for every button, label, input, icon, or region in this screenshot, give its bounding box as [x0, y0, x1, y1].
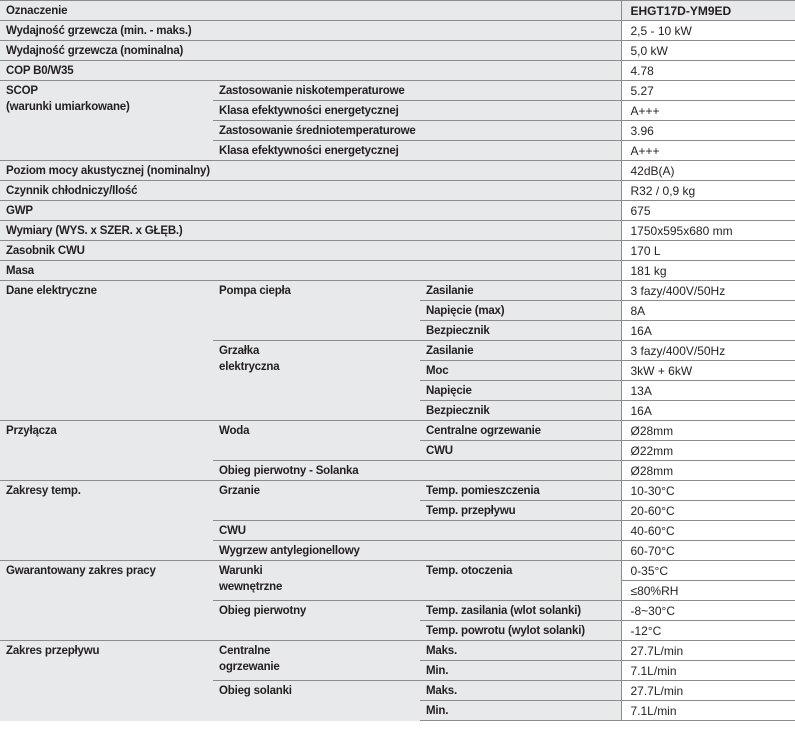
guaranteed-label: Gwarantowany zakres pracy: [0, 561, 213, 641]
water-label: Woda: [213, 421, 420, 461]
row-value: A+++: [621, 101, 795, 121]
row-label: Masa: [0, 261, 621, 281]
row-value: 5.27: [621, 81, 795, 101]
row-value: 13A: [621, 381, 795, 401]
row-label: Zasobnik CWU: [0, 241, 621, 261]
row-value: -8~30°C: [621, 601, 795, 621]
row-value: 27.7L/min: [621, 641, 795, 661]
heat-pump-label: Pompa ciepła: [213, 281, 420, 341]
row-label: Klasa efektywności energetycznej: [213, 101, 621, 121]
row-value: ≤80%RH: [621, 581, 795, 601]
table-row: [0, 21, 795, 41]
row-label: Moc: [420, 361, 621, 381]
row-label: Temp. pomieszczenia: [420, 481, 621, 501]
table-row: [0, 81, 795, 101]
row-value: 10-30°C: [621, 481, 795, 501]
row-label: Poziom mocy akustycznej (nominalny): [0, 161, 621, 181]
row-value: 3 fazy/400V/50Hz: [621, 281, 795, 301]
model-name: EHGT17D-YM9ED: [621, 1, 795, 21]
row-label: Wydajność grzewcza (nominalna): [0, 41, 621, 61]
heating-label: Grzanie: [213, 481, 420, 521]
row-label: Napięcie (max): [420, 301, 621, 321]
row-label: Zasilanie: [420, 341, 621, 361]
row-label: Napięcie: [420, 381, 621, 401]
row-value: 675: [621, 201, 795, 221]
row-label: Centralne ogrzewanie: [420, 421, 621, 441]
table-header-row: [0, 1, 795, 21]
table-row: [0, 41, 795, 61]
row-value: Ø22mm: [621, 441, 795, 461]
flow-label: Zakres przepływu: [0, 641, 213, 721]
row-value: 2,5 - 10 kW: [621, 21, 795, 41]
row-label: Klasa efektywności energetycznej: [213, 141, 621, 161]
row-label: COP B0/W35: [0, 61, 621, 81]
row-value: 3kW + 6kW: [621, 361, 795, 381]
row-value: R32 / 0,9 kg: [621, 181, 795, 201]
table-row: [0, 221, 795, 241]
table-row: [0, 161, 795, 181]
table-row: [0, 61, 795, 81]
row-value: 27.7L/min: [621, 681, 795, 701]
row-label: Wygrzew antylegionellowy: [213, 541, 621, 561]
row-label: Wydajność grzewcza (min. - maks.): [0, 21, 621, 41]
table-row: [0, 561, 795, 581]
row-label: Bezpiecznik: [420, 401, 621, 421]
table-row: [0, 181, 795, 201]
temp-ranges-label: Zakresy temp.: [0, 481, 213, 561]
row-value: A+++: [621, 141, 795, 161]
row-label: CWU: [213, 521, 621, 541]
row-label: Zastosowanie niskotemperaturowe: [213, 81, 621, 101]
row-value: 42dB(A): [621, 161, 795, 181]
row-value: Ø28mm: [621, 461, 795, 481]
row-label: Min.: [420, 701, 621, 721]
primary-circuit-label: Obieg pierwotny: [213, 601, 420, 641]
row-value: 3.96: [621, 121, 795, 141]
row-value: 16A: [621, 401, 795, 421]
row-value: 60-70°C: [621, 541, 795, 561]
row-label: Czynnik chłodniczy/Ilość: [0, 181, 621, 201]
row-label: Temp. otoczenia: [420, 561, 621, 601]
row-value: -12°C: [621, 621, 795, 641]
row-value: 170 L: [621, 241, 795, 261]
connections-label: Przyłącza: [0, 421, 213, 481]
heater-label: Grzałka elektryczna: [213, 341, 420, 421]
row-label: Min.: [420, 661, 621, 681]
row-label: Obieg pierwotny - Solanka: [213, 461, 621, 481]
table-row: [0, 481, 795, 501]
table-row: [0, 201, 795, 221]
row-value: 40-60°C: [621, 521, 795, 541]
row-label: GWP: [0, 201, 621, 221]
row-value: 8A: [621, 301, 795, 321]
row-value: 4.78: [621, 61, 795, 81]
table-row: [0, 241, 795, 261]
row-value: 16A: [621, 321, 795, 341]
row-label: Maks.: [420, 641, 621, 661]
electrical-label: Dane elektryczne: [0, 281, 213, 421]
brine-circuit-label: Obieg solanki: [213, 681, 420, 721]
row-value: 1750x595x680 mm: [621, 221, 795, 241]
row-value: Ø28mm: [621, 421, 795, 441]
table-row: [0, 281, 795, 301]
row-label: Bezpiecznik: [420, 321, 621, 341]
row-value: 0-35°C: [621, 561, 795, 581]
row-label: Zasilanie: [420, 281, 621, 301]
scop-label: SCOP (warunki umiarkowane): [0, 81, 213, 161]
row-value: 5,0 kW: [621, 41, 795, 61]
row-value: 3 fazy/400V/50Hz: [621, 341, 795, 361]
row-label: Temp. przepływu: [420, 501, 621, 521]
row-label: Zastosowanie średniotemperaturowe: [213, 121, 621, 141]
row-label: Maks.: [420, 681, 621, 701]
row-value: 181 kg: [621, 261, 795, 281]
row-value: 7.1L/min: [621, 701, 795, 721]
designation-label: Oznaczenie: [0, 1, 621, 21]
table-row: [0, 641, 795, 661]
row-label: Temp. powrotu (wylot solanki): [420, 621, 621, 641]
table-row: [0, 421, 795, 441]
indoor-label: Warunki wewnętrzne: [213, 561, 420, 601]
central-heating-label: Centralne ogrzewanie: [213, 641, 420, 681]
row-label: Temp. zasilania (wlot solanki): [420, 601, 621, 621]
row-value: 20-60°C: [621, 501, 795, 521]
row-label: CWU: [420, 441, 621, 461]
row-label: Wymiary (WYS. x SZER. x GŁĘB.): [0, 221, 621, 241]
table-row: [0, 261, 795, 281]
row-value: 7.1L/min: [621, 661, 795, 681]
